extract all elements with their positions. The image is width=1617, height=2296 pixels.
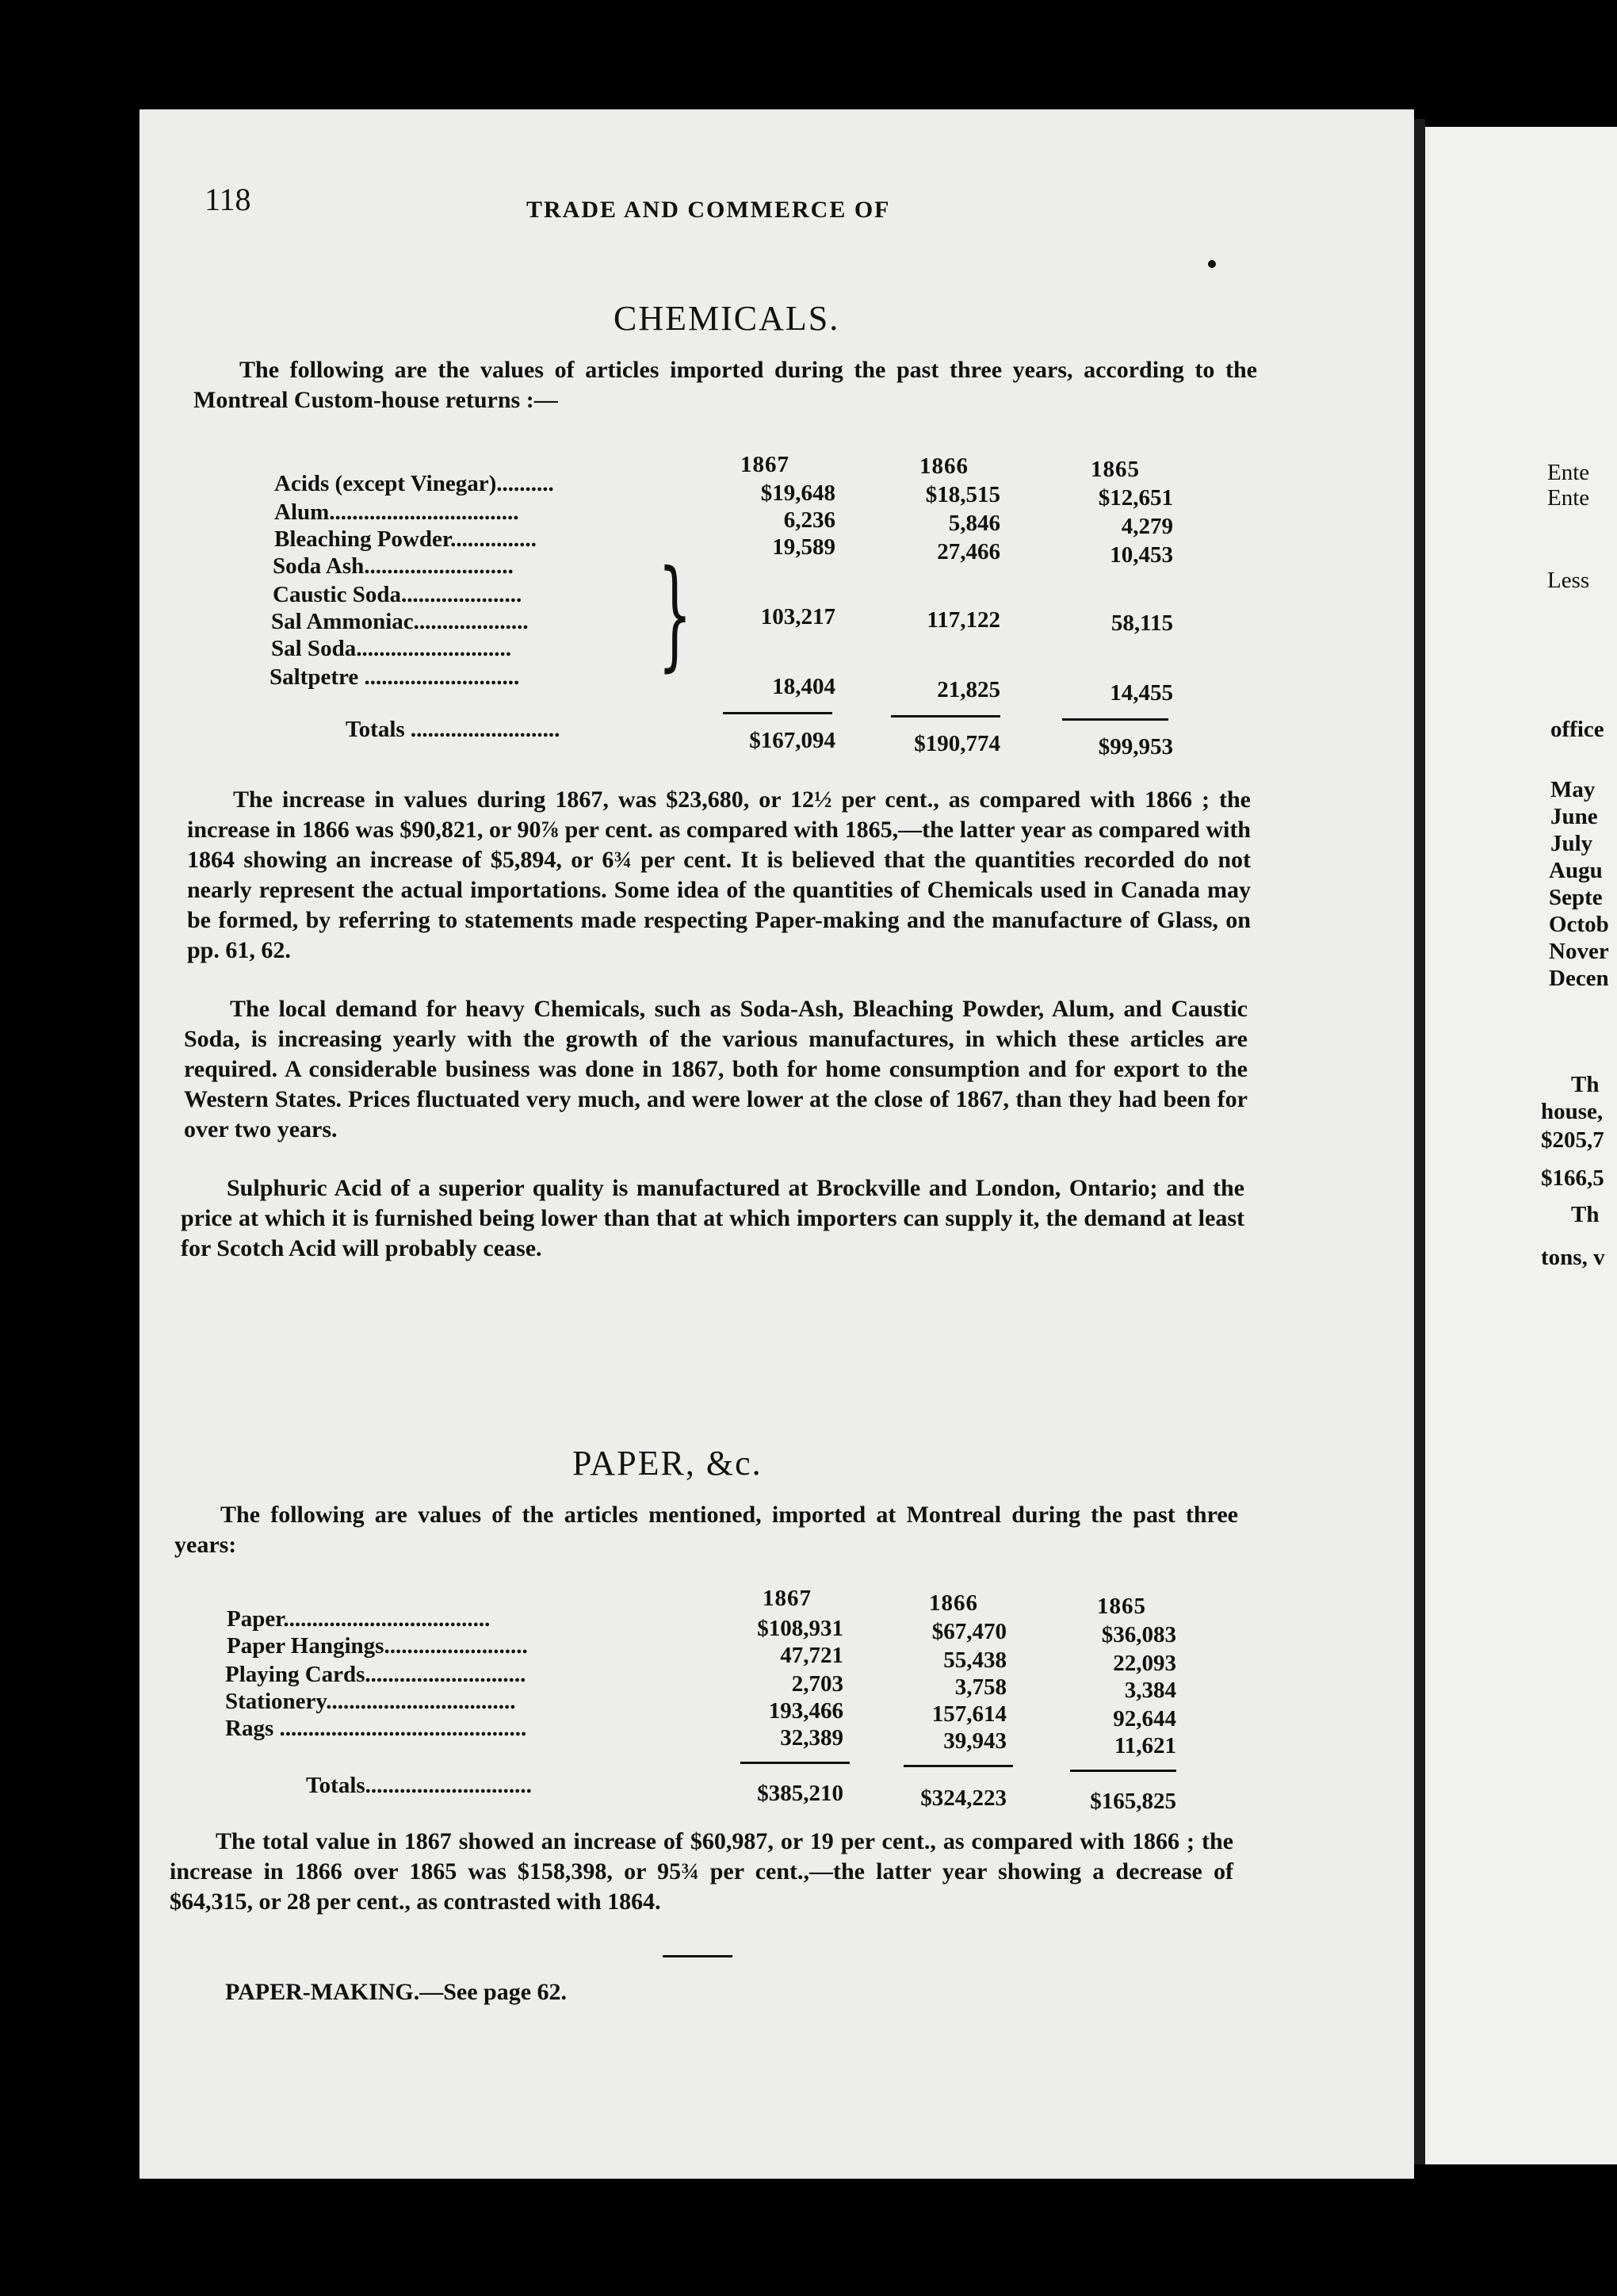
table-total: $99,953 (1098, 734, 1173, 760)
table-total: $324,223 (920, 1785, 1007, 1811)
running-head: TRADE AND COMMERCE OF (526, 197, 891, 223)
table-cell: 47,721 (780, 1643, 843, 1668)
chemicals-paragraph-3: Sulphuric Acid of a superior quality is manufactured at Brockville and London, Ontario; and the price at which it is furnished being lower than that at which importers can supply it, the demand at least for Scotch Acid will probably cease. (181, 1175, 1244, 1261)
table-row-label: Caustic Soda..................... (273, 582, 522, 607)
table-cell: 193,466 (768, 1698, 843, 1724)
facing-page-fragment: office (1550, 717, 1604, 742)
year-header-1867: 1867 (763, 1586, 812, 1611)
section-title-chemicals: CHEMICALS. (614, 299, 840, 338)
table-row-label: Saltpetre ........................... (270, 664, 520, 690)
table-cell: 157,614 (931, 1701, 1007, 1727)
facing-page-fragment: house, (1541, 1099, 1604, 1124)
table-cell: 5,846 (948, 511, 1000, 536)
table-cell: $67,470 (931, 1619, 1007, 1644)
table-cell: 21,825 (937, 677, 1000, 702)
total-rule (1070, 1770, 1176, 1772)
year-header-1866: 1866 (919, 453, 969, 479)
section-title-paper: PAPER, &c. (572, 1444, 763, 1483)
table-row-label: Paper Hangings......................... (227, 1633, 528, 1659)
table-cell: 6,236 (783, 507, 835, 533)
total-rule (904, 1765, 1013, 1767)
table-cell: 3,384 (1124, 1678, 1176, 1703)
facing-page-fragment: Decen (1549, 966, 1609, 991)
facing-page-fragment: Nover (1549, 939, 1609, 964)
table-row-label: Stationery................................. (225, 1689, 516, 1714)
table-cell: 18,404 (772, 674, 835, 699)
paper-intro: The following are values of the articles mentioned, imported at Montreal during the past three years: (174, 1502, 1238, 1558)
year-header-1865: 1865 (1097, 1594, 1146, 1619)
totals-label: Totals............................. (306, 1773, 532, 1798)
table-cell: 117,122 (927, 607, 1000, 633)
section-divider (663, 1955, 732, 1957)
year-header-1865: 1865 (1091, 457, 1140, 482)
book-gutter (1414, 119, 1425, 2164)
ink-speck (1208, 260, 1216, 268)
table-row-label: Bleaching Powder............... (274, 526, 537, 552)
year-header-1867: 1867 (740, 452, 789, 477)
chemicals-intro: The following are the values of articles imported during the past three years, according to the Montreal Custom-house returns :— (193, 357, 1257, 413)
facing-page-fragment: June (1550, 804, 1598, 829)
table-row-label: Playing Cards............................ (225, 1662, 526, 1687)
chemicals-paragraph-1: The increase in values during 1867, was $23,680, or 12½ per cent., as compared with 1866 ; the increase in 1866 was $90,821, or 90⅞ per cent. as compared with 1865,—the latter year as compared with 1864 showing an increase of $5,894, or 6¾ per cent. It is believed that the quantities recorded do not nearly represent the actual importations. Some idea of the quantities of Chemicals used in Canada may be formed, by referring to statements made respecting Paper-making and the manufacture of Glass, on pp. 61, 62. (187, 786, 1251, 963)
facing-page-fragment: Septe (1549, 885, 1603, 910)
table-cell: 2,703 (791, 1671, 843, 1697)
facing-page-fragment: July (1550, 831, 1593, 856)
total-rule (740, 1762, 850, 1764)
grouping-brace: } (658, 545, 692, 683)
table-cell: 22,093 (1113, 1651, 1176, 1676)
table-cell: 4,279 (1121, 514, 1173, 539)
facing-page-fragment: Th (1571, 1072, 1600, 1097)
table-row-label: Acids (except Vinegar).......... (274, 471, 554, 496)
table-cell: 39,943 (943, 1728, 1007, 1754)
facing-page-fragment: $166,5 (1541, 1165, 1604, 1191)
table-cell: $12,651 (1098, 485, 1173, 511)
total-rule (891, 715, 1000, 718)
table-row-label: Sal Ammoniac.................... (271, 609, 529, 634)
table-cell: $19,648 (760, 480, 835, 506)
year-header-1866: 1866 (929, 1590, 978, 1616)
chemicals-paragraph-2: The local demand for heavy Chemicals, such as Soda-Ash, Bleaching Powder, Alum, and Caustic Soda, is increasing yearly with the growth of the various manufactures, in which these articles are required. A considerable business was done in 1867, both for home consumption and for export to the Western States. Prices fluctuated very much, and were lower at the close of 1867, than they had been for over two years. (184, 996, 1248, 1142)
table-row-label: Paper.................................... (227, 1606, 491, 1632)
paper-paragraph-1: The total value in 1867 showed an increase of $60,987, or 19 per cent., as compared with 1866 ; the increase in 1866 over 1865 was $158,398, or 95¾ per cent.,—the latter year showing a decrease of $64,315, or 28 per cent., as contrasted with 1864. (170, 1828, 1233, 1915)
total-rule (1062, 718, 1168, 721)
table-cell: 32,389 (780, 1725, 843, 1751)
table-cell: 3,758 (954, 1674, 1007, 1700)
facing-page-fragment: Th (1571, 1202, 1600, 1227)
table-cell: 19,589 (772, 534, 835, 560)
page-number: 118 (205, 182, 251, 217)
table-cell: 103,217 (760, 604, 835, 629)
table-row-label: Sal Soda........................... (271, 636, 511, 661)
table-cell: 10,453 (1110, 542, 1173, 568)
facing-page-fragment: May (1550, 777, 1596, 802)
table-cell: 14,455 (1110, 680, 1173, 706)
table-cell: 55,438 (943, 1647, 1007, 1673)
table-cell: $18,515 (925, 482, 1000, 507)
table-total: $165,825 (1090, 1789, 1176, 1814)
table-cell: $36,083 (1101, 1622, 1176, 1647)
table-row-label: Alum................................. (274, 499, 519, 525)
facing-page-fragment: Less (1547, 568, 1590, 593)
totals-label: Totals .......................... (346, 717, 560, 742)
table-cell: 27,466 (937, 539, 1000, 564)
table-total: $190,774 (914, 731, 1000, 756)
paper-making-note: PAPER-MAKING.—See page 62. (225, 1979, 568, 2005)
facing-page-fragment: Augu (1549, 858, 1603, 883)
table-cell: 58,115 (1110, 610, 1173, 636)
facing-page-fragment: Ente (1547, 460, 1590, 485)
table-total: $385,210 (757, 1781, 843, 1806)
facing-page-fragment: Octob (1549, 912, 1609, 937)
table-cell: 92,644 (1113, 1706, 1176, 1732)
table-cell: 11,621 (1114, 1733, 1176, 1758)
table-cell: $108,931 (757, 1616, 843, 1641)
total-rule (723, 712, 832, 714)
facing-page-fragment: $205,7 (1541, 1127, 1604, 1153)
facing-page-fragment: Ente (1547, 485, 1590, 511)
table-row-label: Soda Ash.......................... (273, 553, 514, 579)
facing-page (1425, 127, 1617, 2164)
table-row-label: Rags ........................................... (225, 1716, 527, 1741)
table-total: $167,094 (749, 728, 835, 753)
facing-page-fragment: tons, v (1541, 1245, 1605, 1270)
